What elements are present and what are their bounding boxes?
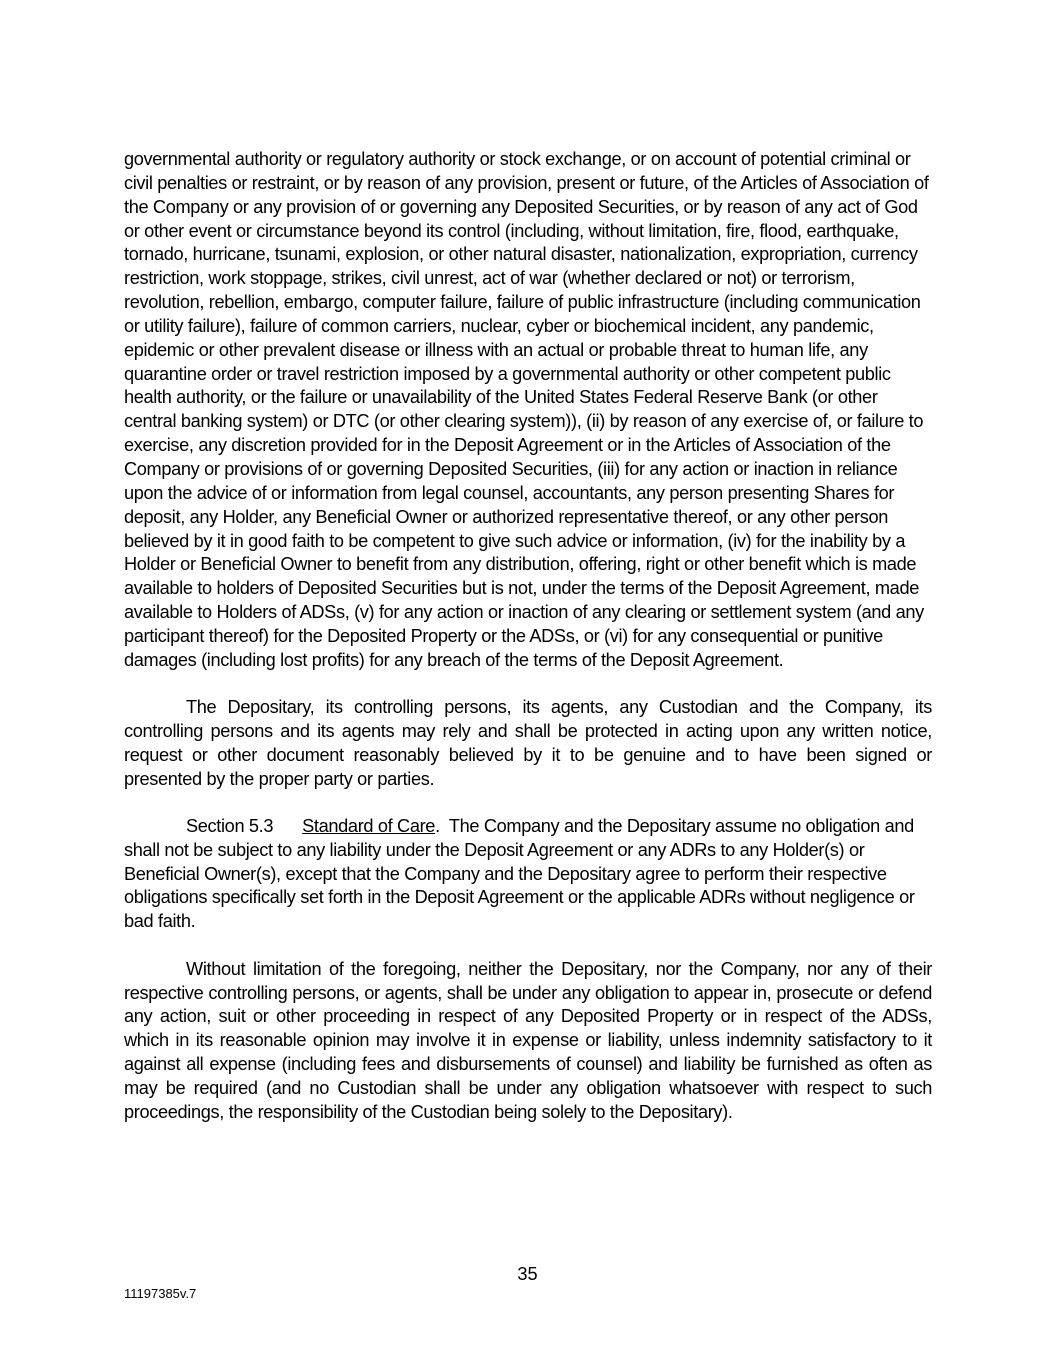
paragraph-limitation-of-liability-continued: governmental authority or regulatory authority or stock exchange, or on account of potential criminal or civil penalties or restraint, or by reason of any provision, present or future, of the Articles of Association of the Company or any provision of or governing any Deposited Securities, or by reason of any act of God or other event or circumstance beyond its control (including, without limitation, fire, flood, earthquake, tornado, hurricane, tsunami, explosion, or other natural disaster, nationalization, expropriation, currency restriction, work stoppage, strikes, civil unrest, act of war (whether declared or not) or terrorism, revolution, rebellion, embargo, computer failure, failure of public infrastructure (including communication or utility failure), failure of common carriers, nuclear, cyber or biochemical incident, any pandemic, epidemic or other prevalent disease or illness with an actual or probable threat to human life, any quarantine order or travel restriction imposed by a governmental authority or other competent public health authority, or the failure or unavailability of the United States Federal Reserve Bank (or other central banking system) or DTC (or other clearing system)), (ii) by reason of any exercise of, or failure to exercise, any discretion provided for in the Deposit Agreement or in the Articles of Association of the Company or provisions of or governing Deposited Securities, (iii) for any action or inaction in reliance upon the advice of or information from legal counsel, accountants, any person presenting Shares for deposit, any Holder, any Beneficial Owner or authorized representative thereof, or any other person believed by it in good faith to be competent to give such advice or information, (iv) for the inability by a Holder or Beneficial Owner to benefit from any distribution, offering, right or other benefit which is made available to holders of Deposited Securities but is not, under the terms of the Deposit Agreement, made available to Holders of ADSs, (v) for any action or inaction of any clearing or settlement system (and any participant thereof) for the Deposited Property or the ADSs, or (vi) for any consequential or punitive damages (including lost profits) for any breach of the terms of the Deposit Agreement.	[124, 149, 929, 670]
section-5-3-paragraph	[124, 815, 932, 934]
paragraph-no-obligation-to-defend: Without limitation of the foregoing, neither the Depositary, nor the Company, nor any of their respective controlling persons, or agents, shall be under any obligation to appear in, prosecute or defend any action, suit or other proceeding in respect of any Deposited Property or in respect of the ADSs, which in its reasonable opinion may involve it in expense or liability, unless indemnity satisfactory to it against all expense (including fees and disbursements of counsel) and liability be furnished as often as may be required (and no Custodian shall be under any obligation whatsoever with respect to such proceedings, the responsibility of the Custodian being solely to the Depositary).	[124, 958, 932, 1122]
paragraph-reliance-on-documents: The Depositary, its controlling persons, its agents, any Custodian and the Company, its controlling persons and its agents may rely and shall be protected in acting upon any written notice, request or other document reasonably believed by it to be genuine and to have been signed or presented by the proper party or parties.	[124, 697, 932, 789]
section-heading: Standard of Care	[302, 815, 436, 836]
page-number: 35	[517, 1264, 538, 1284]
section-heading-punctuation: .	[435, 815, 440, 836]
document-id: 11197385v.7	[124, 1286, 197, 1301]
section-number: Section 5.3	[186, 815, 274, 836]
document-body	[124, 148, 932, 1148]
section-5-3-text: The Company and the Depositary assume no obligation and shall not be subject to any liability under the Deposit Agreement or any ADRs to any Holder(s) or Beneficial Owner(s), except that the Company and the Depositary agree to perform their respective obligations specifically set forth in the Deposit Agreement or the applicable ADRs without negligence or bad faith.	[124, 815, 915, 932]
